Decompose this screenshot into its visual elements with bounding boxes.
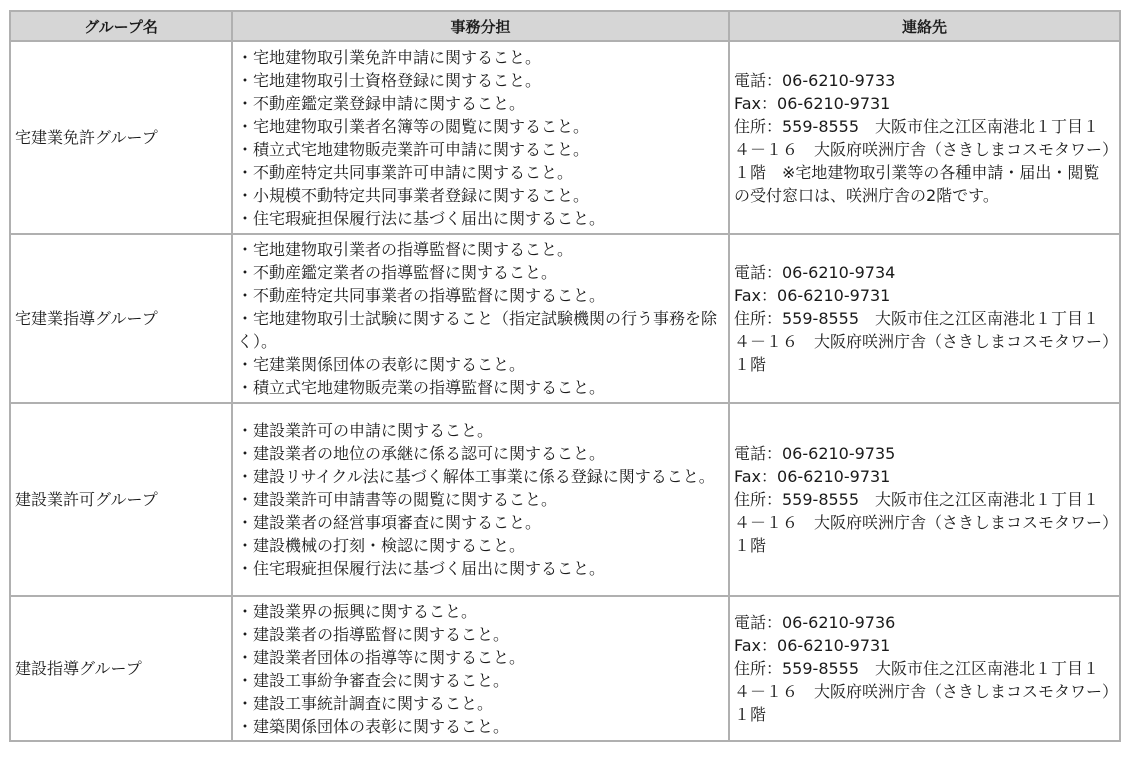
table-row (10, 403, 1120, 596)
table-row (10, 596, 1120, 741)
contact-phone: 電話：06-6210-9735 (734, 444, 896, 463)
duties-cell (232, 234, 729, 403)
contact-cell (729, 41, 1120, 234)
duty-item: ・建設機械の打刻・検認に関すること。 (237, 536, 526, 555)
group-name: 宅建業指導グループ (10, 234, 232, 403)
group-name: 宅建業免許グループ (10, 41, 232, 234)
contact-address: 住所：559-8555 大阪市住之江区南港北１丁目１４－１６ 大阪府咲洲庁舎（さきしまコスモタワー）１階 (734, 659, 1111, 724)
contact-phone: 電話：06-6210-9733 (734, 70, 896, 90)
duty-item: ・宅地建物取引士資格登録に関すること。 (237, 70, 542, 90)
duty-item: ・建設業者団体の指導等に関すること。 (237, 647, 526, 667)
group-name: 建設業許可グループ (10, 403, 232, 596)
duty-item: ・建設工事統計調査に関すること。 (237, 693, 494, 713)
duty-item: ・小規模不動特定共同事業者登録に関すること。 (237, 185, 590, 205)
group-name: 建設指導グループ (10, 596, 232, 741)
duty-item: ・建設リサイクル法に基づく解体工事業に係る登録に関すること。 (237, 467, 715, 486)
contact-address: 住所：559-8555 大阪市住之江区南港北１丁目１４－１６ 大阪府咲洲庁舎（さきしまコスモタワー）１階 ※宅地建物取引業等の各種申請・届出・閲覧の受付窓口は、咲洲庁舎の2階です。 (734, 116, 1111, 205)
duty-item: ・宅地建物取引業免許申請に関すること。 (237, 47, 542, 67)
duty-item: ・建設業者の指導監督に関すること。 (237, 624, 510, 644)
duty-item: ・不動産鑑定業登録申請に関すること。 (237, 93, 526, 113)
header-row (10, 11, 1120, 41)
contact-fax: Fax：06-6210-9731 (734, 636, 891, 655)
duty-item: ・積立式宅地建物販売業の指導監督に関すること。 (237, 378, 606, 397)
duty-item: ・建設業者の地位の承継に係る認可に関すること。 (237, 444, 606, 463)
duty-item: ・建設業許可申請書等の閲覧に関すること。 (237, 490, 558, 509)
duty-item: ・不動産特定共同事業者の指導監督に関すること。 (237, 286, 606, 305)
duty-item: ・建設業許可の申請に関すること。 (237, 421, 494, 440)
table-row (10, 234, 1120, 403)
contact-address: 住所：559-8555 大阪市住之江区南港北１丁目１４－１６ 大阪府咲洲庁舎（さきしまコスモタワー）１階 (734, 490, 1111, 555)
duty-item: ・建設工事紛争審査会に関すること。 (237, 670, 510, 690)
header-duties: 事務分担 (232, 11, 729, 41)
duty-item: ・不動産特定共同事業許可申請に関すること。 (237, 162, 574, 182)
duty-item: ・住宅瑕疵担保履行法に基づく届出に関すること。 (237, 208, 606, 228)
duty-item: ・宅地建物取引業者名簿等の閲覧に関すること。 (237, 116, 590, 136)
contact-address: 住所：559-8555 大阪市住之江区南港北１丁目１４－１６ 大阪府咲洲庁舎（さきしまコスモタワー）１階 (734, 309, 1111, 374)
contact-fax: Fax：06-6210-9731 (734, 467, 891, 486)
table-row (10, 41, 1120, 234)
contact-phone: 電話：06-6210-9734 (734, 263, 896, 282)
contact-cell (729, 234, 1120, 403)
contact-phone: 電話：06-6210-9736 (734, 613, 896, 632)
duty-item: ・建設業界の振興に関すること。 (237, 601, 478, 621)
duty-item: ・不動産鑑定業者の指導監督に関すること。 (237, 263, 558, 282)
duties-cell (232, 596, 729, 741)
header-contact: 連絡先 (729, 11, 1120, 41)
duty-item: ・住宅瑕疵担保履行法に基づく届出に関すること。 (237, 559, 606, 578)
contact-fax: Fax：06-6210-9731 (734, 286, 891, 305)
duty-item: ・積立式宅地建物販売業許可申請に関すること。 (237, 139, 590, 159)
duty-item: ・建築関係団体の表彰に関すること。 (237, 716, 510, 736)
header-group: グループ名 (10, 11, 232, 41)
duty-item: ・宅地建物取引業者の指導監督に関すること。 (237, 240, 574, 259)
duties-cell (232, 403, 729, 596)
contact-cell (729, 403, 1120, 596)
contact-fax: Fax：06-6210-9731 (734, 93, 891, 113)
duties-cell (232, 41, 729, 234)
contact-table (9, 10, 1121, 742)
duty-item: ・宅建業関係団体の表彰に関すること。 (237, 355, 526, 374)
duty-item: ・建設業者の経営事項審査に関すること。 (237, 513, 542, 532)
duty-item: ・宅地建物取引士試験に関すること（指定試験機関の行う事務を除く）。 (237, 309, 718, 351)
contact-cell (729, 596, 1120, 741)
